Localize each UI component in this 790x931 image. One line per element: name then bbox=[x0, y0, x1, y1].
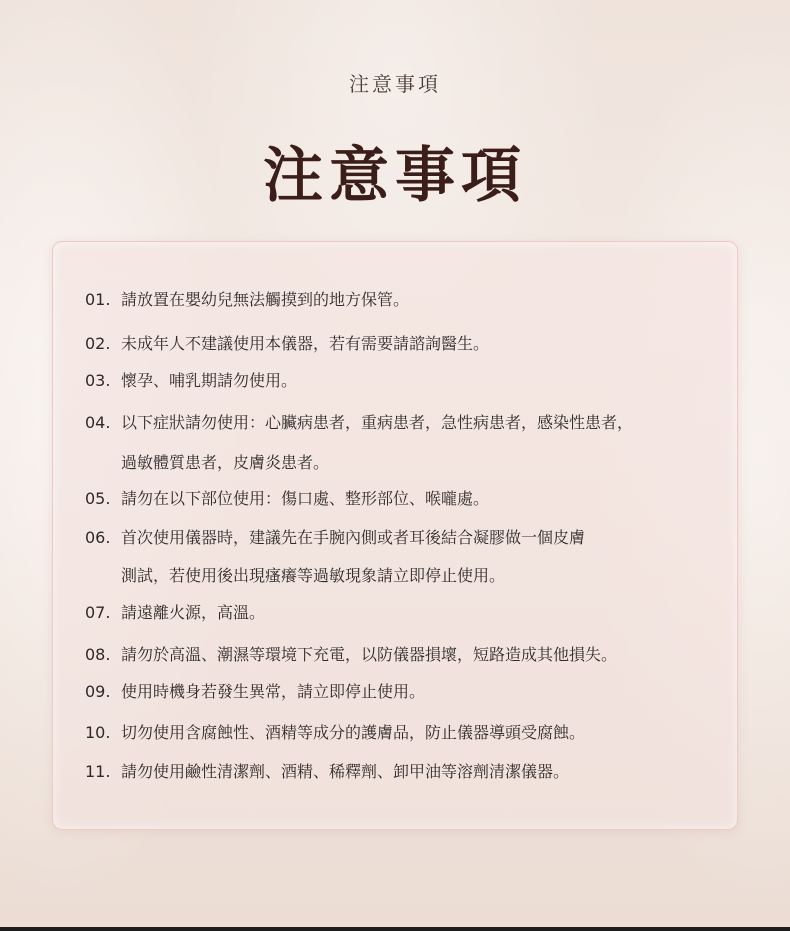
notice-number: 04. bbox=[85, 413, 111, 432]
notice-text: 請勿在以下部位使用：傷口處、整形部位、喉嚨處。 bbox=[121, 489, 490, 508]
notice-text: 請勿於高溫、潮濕等環境下充電，以防儀器損壞，短路造成其他損失。 bbox=[121, 645, 618, 664]
notice-item-02 bbox=[85, 327, 745, 361]
notice-number: 05. bbox=[85, 489, 111, 508]
notice-text: 使用時機身若發生異常，請立即停止使用。 bbox=[121, 682, 426, 701]
notice-item-07 bbox=[85, 596, 745, 630]
section-subtitle: 注意事項 bbox=[349, 72, 441, 96]
bottom-edge-bar bbox=[0, 927, 790, 931]
notice-item-01 bbox=[85, 283, 745, 317]
notice-text: 請遠離火源，高溫。 bbox=[121, 603, 266, 622]
notice-text: 未成年人不建議使用本儀器，若有需要請諮詢醫生。 bbox=[121, 334, 490, 353]
notice-number: 07. bbox=[85, 603, 111, 622]
notice-text: 以下症狀請勿使用：心臟病患者，重病患者，急性病患者，感染性患者， 過敏體質患者，皮膚炎患者。 bbox=[121, 413, 634, 472]
notice-item-06 bbox=[85, 521, 745, 593]
notice-number: 01. bbox=[85, 290, 111, 309]
notice-number: 03. bbox=[85, 371, 111, 390]
notice-number: 02. bbox=[85, 334, 111, 353]
notice-number: 10. bbox=[85, 723, 111, 742]
notice-text: 切勿使用含腐蝕性、酒精等成分的護膚品，防止儀器導頭受腐蝕。 bbox=[121, 723, 586, 742]
notice-item-04 bbox=[85, 406, 745, 480]
notice-text: 請勿使用鹼性清潔劑、酒精、稀釋劑、卸甲油等溶劑清潔儀器。 bbox=[121, 762, 570, 781]
notice-text: 首次使用儀器時，建議先在手腕內側或者耳後結合凝膠做一個皮膚 測試，若使用後出現瘙癢等過敏現象請立即停止使用。 bbox=[121, 528, 586, 585]
notice-item-08 bbox=[85, 638, 745, 672]
notice-item-05 bbox=[85, 482, 745, 516]
notice-number: 11. bbox=[85, 762, 111, 781]
notice-number: 09. bbox=[85, 682, 111, 701]
notice-item-09 bbox=[85, 675, 745, 709]
page-title: 注意事項 bbox=[263, 141, 527, 211]
notice-number: 08. bbox=[85, 645, 111, 664]
notice-number: 06. bbox=[85, 528, 111, 547]
notice-text: 請放置在嬰幼兒無法觸摸到的地方保管。 bbox=[121, 290, 410, 309]
notice-item-11 bbox=[85, 755, 745, 789]
notice-item-03 bbox=[85, 364, 745, 398]
notice-text: 懷孕、哺乳期請勿使用。 bbox=[121, 371, 298, 390]
notice-item-10 bbox=[85, 716, 745, 750]
